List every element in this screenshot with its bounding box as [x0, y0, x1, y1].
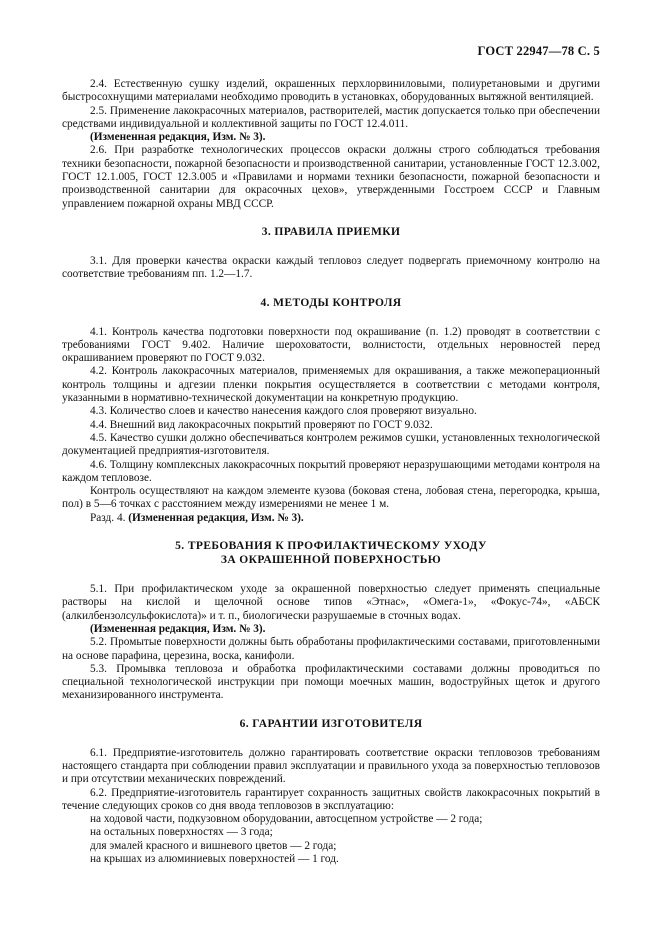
- paragraph-5-3: 5.3. Промывка тепловоза и обработка профилактическими составами должны проводиться по специальной технологической инструкции при помощи моечных машин, водоструйных щеток и другого механизированного инструмента.: [62, 662, 600, 702]
- list-item: на крышах из алюминиевых поверхностей — 1 год.: [90, 853, 339, 866]
- warranty-list: [62, 813, 600, 866]
- paragraph-6-1: 6.1. Предприятие-изготовитель должно гарантировать соответствие окраски тепловозов требованиям настоящего стандарта при соблюдении правил эксплуатации и правильного ухода за поверхностью тепловозов и при отсутствии механических повреждений.: [62, 746, 600, 786]
- amendment-note-2-5: (Измененная редакция, Изм. № 3).: [90, 131, 266, 144]
- section-4-amendment: [62, 512, 600, 525]
- paragraph-4-3: 4.3. Количество слоев и качество нанесения каждого слоя проверяют визуально.: [90, 405, 477, 418]
- section-5-heading-line1: 5. ТРЕБОВАНИЯ К ПРОФИЛАКТИЧЕСКОМУ УХОДУ: [175, 540, 487, 553]
- section-5-heading-line2: ЗА ОКРАШЕННОЙ ПОВЕРХНОСТЬЮ: [220, 554, 442, 567]
- paragraph-4-6: 4.6. Толщину комплексных лакокрасочных покрытий проверяют неразрушающими методами контроля на каждом тепловозе.: [62, 458, 600, 484]
- section-4-amendment-note: (Измененная редакция, Изм. № 3).: [128, 511, 304, 524]
- section-3-heading: 3. ПРАВИЛА ПРИЕМКИ: [261, 225, 401, 238]
- paragraph-4-5: 4.5. Качество сушки должно обеспечиваться контролем режимов сушки, установленных технологической документацией предприятия-изготовителя.: [62, 431, 600, 458]
- amendment-note-5-1: (Измененная редакция, Изм. № 3).: [90, 622, 266, 635]
- list-item: для эмалей красного и вишневого цветов — 2 года;: [90, 839, 337, 852]
- page-header: ГОСТ 22947—78 С. 5: [477, 44, 600, 58]
- paragraph-4-4: 4.4. Внешний вид лакокрасочных покрытий проверяют по ГОСТ 9.032.: [90, 418, 433, 431]
- paragraph-6-2: 6.2. Предприятие-изготовитель гарантирует сохранность защитных свойств лакокрасочных покрытий в течение следующих сроков со дня ввода тепловозов в эксплуатацию:: [62, 786, 600, 812]
- section-6-heading: 6. ГАРАНТИИ ИЗГОТОВИТЕЛЯ: [239, 717, 423, 730]
- paragraph-4-1: 4.1. Контроль качества подготовки поверхности под окрашивание (п. 1.2) проводят в соответствии с требованиями ГОСТ 9.402. Наличие шероховатости, волнистости, отдельных неровностей перед окрашиванием проверяют по ГОСТ 9.032.: [62, 325, 600, 365]
- paragraph-4-2: 4.2. Контроль лакокрасочных материалов, применяемых для окрашивания, а также межоперационный контроль толщины и адгезии пленки покрытия осуществляется в соответствии с методами контроля, указанными в нормативно-технической документации на конкретную продукцию.: [62, 365, 600, 405]
- section-4-ref: Разд. 4.: [90, 511, 126, 524]
- paragraph-2-5: 2.5. Применение лакокрасочных материалов, растворителей, мастик допускается только при обеспечении средствами индивидуальной и коллективной защиты по ГОСТ 12.4.011.: [62, 104, 600, 130]
- list-item: на ходовой части, подкузовном оборудовании, автосцепном устройстве — 2 года;: [90, 813, 483, 826]
- paragraph-3-1: 3.1. Для проверки качества окраски каждый тепловоз следует подвергать приемочному контролю на соответствие требованиям пп. 1.2—1.7.: [62, 254, 600, 281]
- paragraph-4-6-control: Контроль осуществляют на каждом элементе кузова (боковая стена, лобовая стена, перегородка, крыша, пол) в 5—6 точках с расстоянием между измерениями не менее 1 м.: [62, 485, 600, 511]
- section-4-heading: 4. МЕТОДЫ КОНТРОЛЯ: [260, 296, 402, 309]
- paragraph-5-1: 5.1. При профилактическом уходе за окрашенной поверхностью следует применять специальные растворы на кислой и щелочной основе типов «Этнас», «Омега-1», «Фокус-74», «АБСК (алкилбензолсульфокислота)» и т. п., биологически разрушаемые в сточных водах.: [62, 583, 600, 622]
- paragraph-5-2: 5.2. Промытые поверхности должны быть обработаны профилактическими составами, приготовленными на основе парафина, церезина, воска, канифоли.: [62, 636, 600, 662]
- list-item: на остальных поверхностях — 3 года;: [90, 826, 273, 839]
- paragraph-2-6: 2.6. При разработке технологических процессов окраски должны строго соблюдаться требования техники безопасности, пожарной безопасности и производственной санитарии, установленные ГОСТ 12.3.002, ГОСТ 12.1.005, ГОСТ 12.3.005 и «Правилами и нормами техники безопасности, пожарной безопасности и производственной санитарии для окрасочных цехов», утвержденными Госстроем СССР и Главным управлением пожарной охраны МВД СССР.: [62, 144, 600, 210]
- paragraph-2-4: 2.4. Естественную сушку изделий, окрашенных перхлорвиниловыми, полиуретановыми и другими быстросохнущими материалами необходимо проводить в установках, оборудованных вытяжной вентиляцией.: [62, 78, 600, 104]
- document-body: [62, 78, 600, 866]
